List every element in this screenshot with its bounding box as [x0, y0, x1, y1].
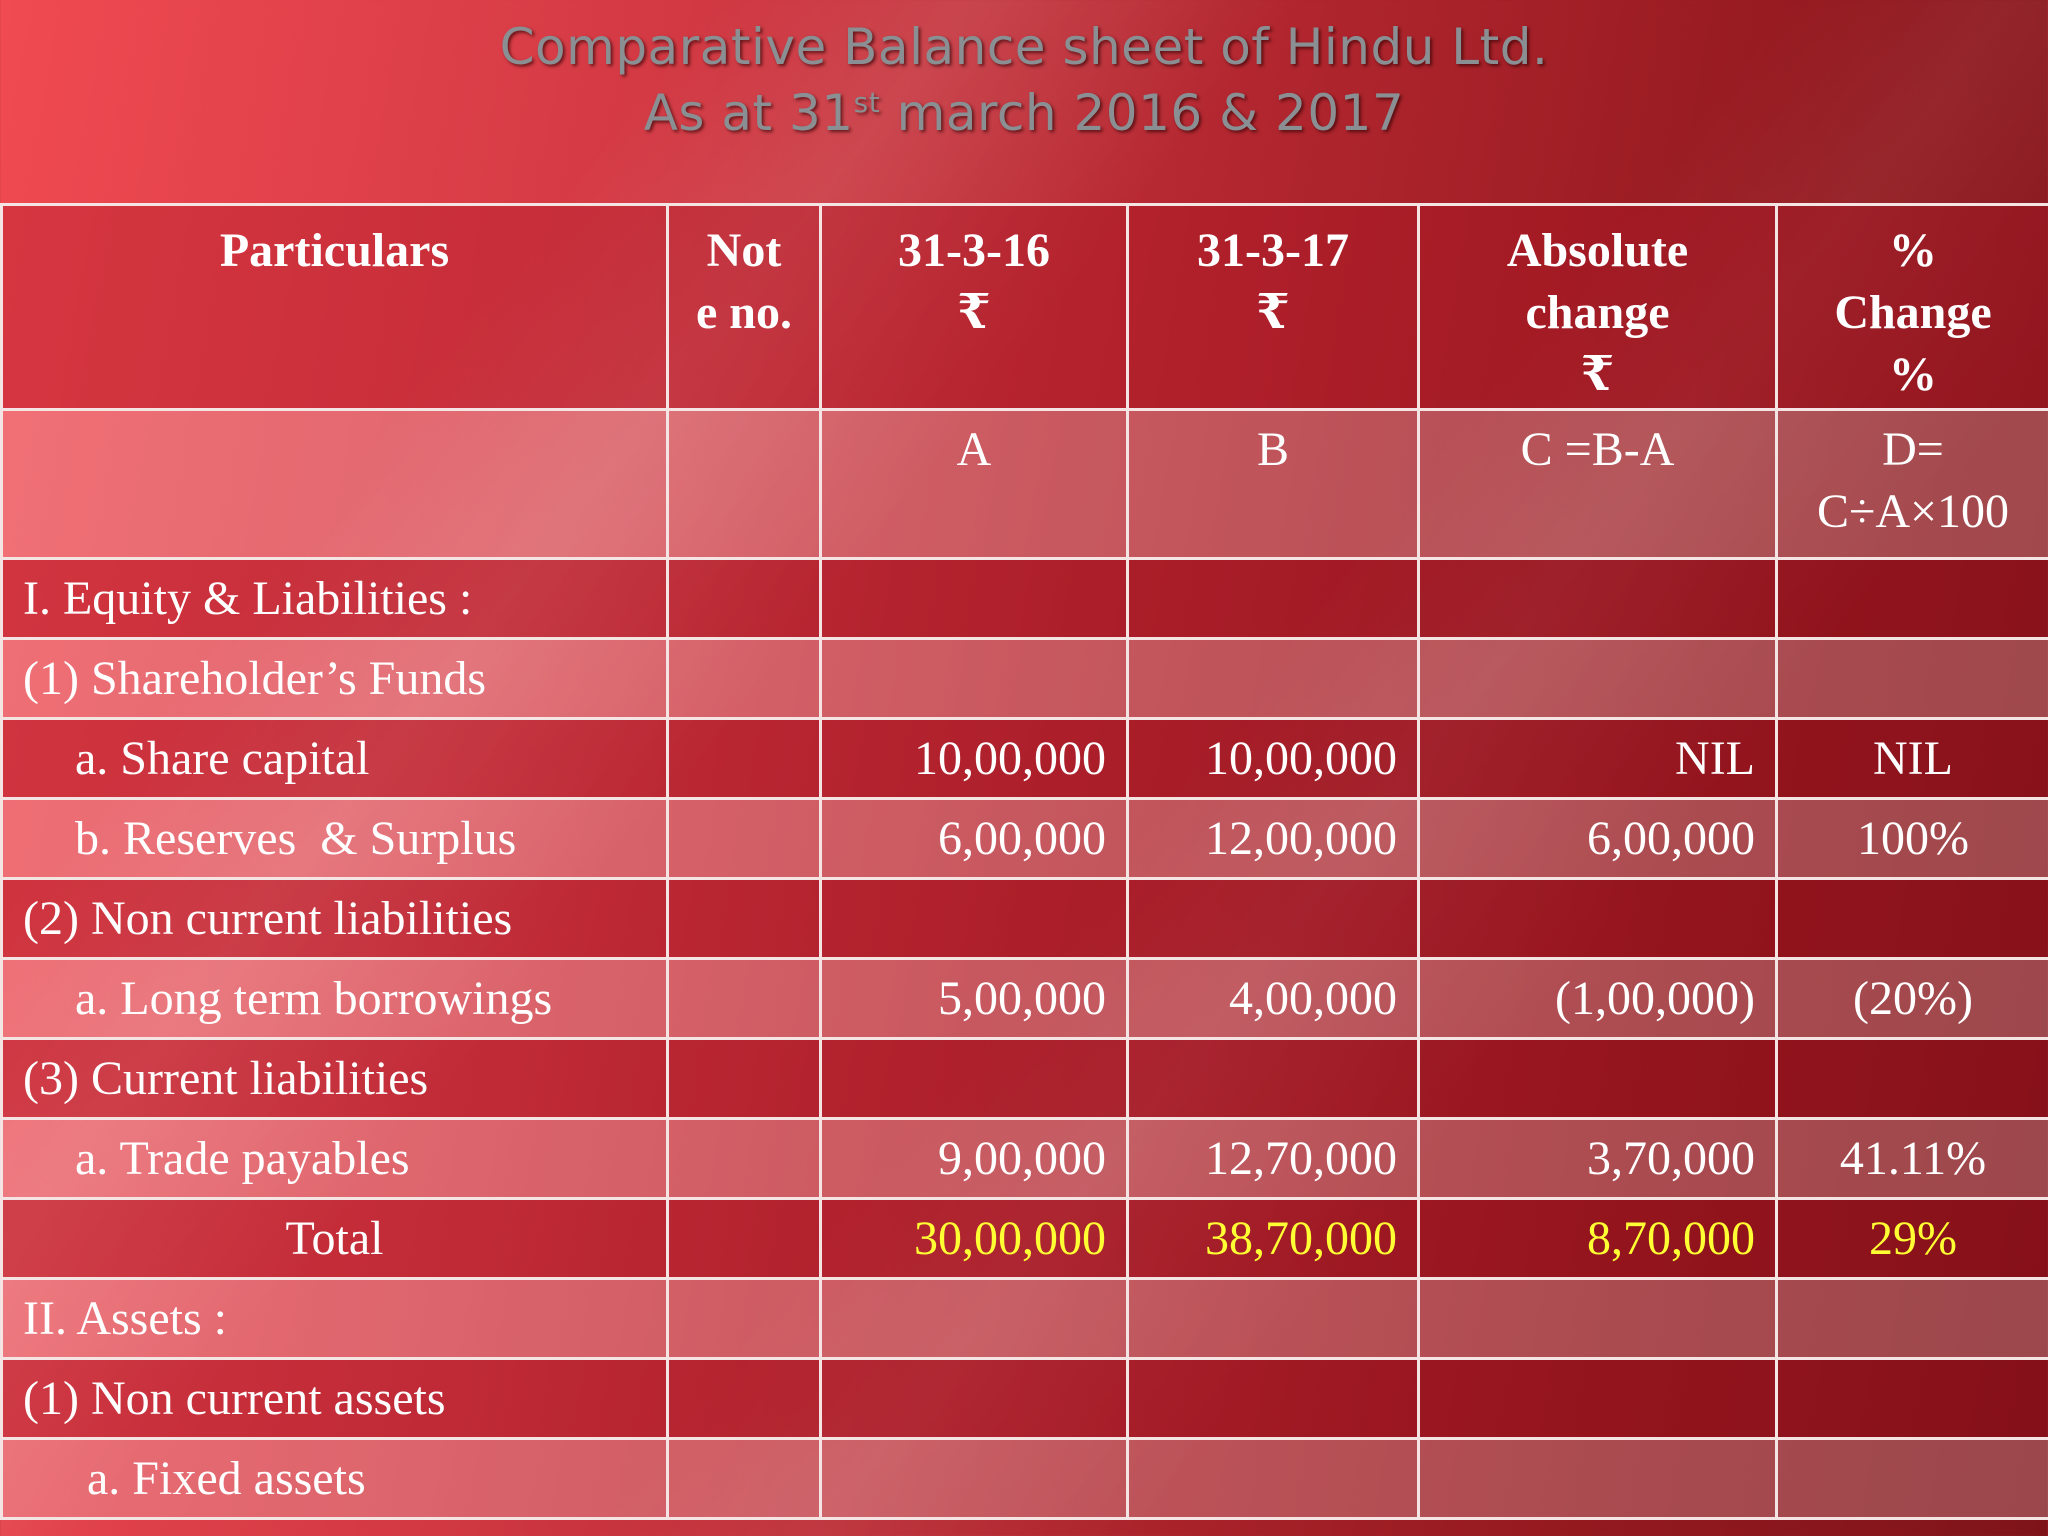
row-value-a: [821, 879, 1128, 959]
table-row: [2, 1359, 2048, 1439]
table-row: [2, 959, 2048, 1039]
formula-c: C =B-A: [1419, 410, 1777, 559]
row-value-a: [821, 639, 1128, 719]
row-value-a: [821, 1039, 1128, 1119]
row-value-b: [1128, 1279, 1419, 1359]
row-value-c: [1419, 1439, 1777, 1519]
row-note: [668, 879, 821, 959]
table-row: [2, 1039, 2048, 1119]
row-label: I. Equity & Liabilities :: [2, 559, 668, 639]
row-value-d: [1777, 1279, 2048, 1359]
row-value-c: [1419, 879, 1777, 959]
table-row: [2, 719, 2048, 799]
row-value-d: [1777, 639, 2048, 719]
header-row: [2, 205, 2048, 410]
row-label: a. Long term borrowings: [2, 959, 668, 1039]
table-row: [2, 639, 2048, 719]
header-particulars: Particulars: [2, 205, 668, 410]
row-value-c: [1419, 639, 1777, 719]
formula-d: D= C÷A×100: [1777, 410, 2048, 559]
header-31-3-17: 31-3-17 ₹: [1128, 205, 1419, 410]
row-value-c: [1419, 1039, 1777, 1119]
row-value-b: [1128, 879, 1419, 959]
row-label: (1) Non current assets: [2, 1359, 668, 1439]
table-row: [2, 1279, 2048, 1359]
row-note: [668, 719, 821, 799]
row-note: [668, 1199, 821, 1279]
total-value-c: 8,70,000: [1419, 1199, 1777, 1279]
row-value-d: 100%: [1777, 799, 2048, 879]
row-label: II. Assets :: [2, 1279, 668, 1359]
row-value-b: 12,00,000: [1128, 799, 1419, 879]
row-label: (2) Non current liabilities: [2, 879, 668, 959]
formula-note: [668, 410, 821, 559]
table-row: [2, 799, 2048, 879]
row-value-b: 12,70,000: [1128, 1119, 1419, 1199]
row-value-b: [1128, 1039, 1419, 1119]
row-value-b: [1128, 1439, 1419, 1519]
table-row: [2, 559, 2048, 639]
row-label: (1) Shareholder’s Funds: [2, 639, 668, 719]
row-value-a: [821, 1359, 1128, 1439]
row-note: [668, 1279, 821, 1359]
header-absolute-change: Absolute change ₹: [1419, 205, 1777, 410]
formula-row: [2, 410, 2048, 559]
row-value-a: 5,00,000: [821, 959, 1128, 1039]
total-value-a: 30,00,000: [821, 1199, 1128, 1279]
row-value-c: [1419, 1359, 1777, 1439]
table-row: [2, 879, 2048, 959]
title-line-2: [0, 80, 2048, 146]
row-label: (3) Current liabilities: [2, 1039, 668, 1119]
total-label: Total: [2, 1199, 668, 1279]
table-row: [2, 1439, 2048, 1519]
row-value-d: 41.11%: [1777, 1119, 2048, 1199]
row-value-d: [1777, 559, 2048, 639]
row-value-a: [821, 1439, 1128, 1519]
row-note: [668, 1119, 821, 1199]
row-note: [668, 1039, 821, 1119]
row-label: b. Reserves & Surplus: [2, 799, 668, 879]
row-value-a: 9,00,000: [821, 1119, 1128, 1199]
row-value-c: (1,00,000): [1419, 959, 1777, 1039]
title-line-2-sup: st: [853, 86, 881, 119]
row-value-b: [1128, 559, 1419, 639]
total-value-d: 29%: [1777, 1199, 2048, 1279]
header-31-3-16: 31-3-16 ₹: [821, 205, 1128, 410]
row-value-c: 6,00,000: [1419, 799, 1777, 879]
row-label: a. Fixed assets: [2, 1439, 668, 1519]
balance-sheet-table: [0, 203, 2048, 1520]
row-value-b: 10,00,000: [1128, 719, 1419, 799]
total-row: [2, 1199, 2048, 1279]
row-value-d: NIL: [1777, 719, 2048, 799]
row-value-d: [1777, 879, 2048, 959]
row-value-d: [1777, 1359, 2048, 1439]
row-value-b: 4,00,000: [1128, 959, 1419, 1039]
title-line-2-suffix: march 2016 & 2017: [880, 84, 1405, 142]
row-value-d: (20%): [1777, 959, 2048, 1039]
row-value-a: [821, 1279, 1128, 1359]
row-note: [668, 639, 821, 719]
title-line-2-prefix: As at 31: [643, 84, 854, 142]
row-value-d: [1777, 1439, 2048, 1519]
header-note-no: Not e no.: [668, 205, 821, 410]
row-note: [668, 959, 821, 1039]
row-value-c: [1419, 1279, 1777, 1359]
formula-a: A: [821, 410, 1128, 559]
row-value-a: 10,00,000: [821, 719, 1128, 799]
row-note: [668, 1359, 821, 1439]
row-note: [668, 799, 821, 879]
row-value-d: [1777, 1039, 2048, 1119]
row-value-b: [1128, 639, 1419, 719]
header-percent-change: % Change %: [1777, 205, 2048, 410]
row-value-a: [821, 559, 1128, 639]
formula-particulars: [2, 410, 668, 559]
row-value-b: [1128, 1359, 1419, 1439]
row-value-c: 3,70,000: [1419, 1119, 1777, 1199]
table-row: [2, 1119, 2048, 1199]
total-value-b: 38,70,000: [1128, 1199, 1419, 1279]
row-label: a. Trade payables: [2, 1119, 668, 1199]
row-note: [668, 1439, 821, 1519]
row-value-c: [1419, 559, 1777, 639]
formula-b: B: [1128, 410, 1419, 559]
row-note: [668, 559, 821, 639]
title-line-1: Comparative Balance sheet of Hindu Ltd.: [499, 18, 1549, 76]
row-value-c: NIL: [1419, 719, 1777, 799]
row-value-a: 6,00,000: [821, 799, 1128, 879]
slide-title: [0, 14, 2048, 146]
row-label: a. Share capital: [2, 719, 668, 799]
